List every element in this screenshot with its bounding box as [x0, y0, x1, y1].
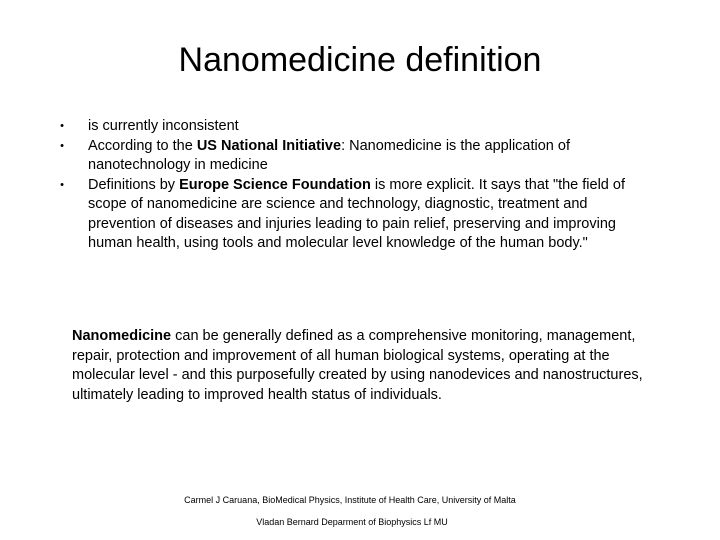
bullet-item-esf	[56, 176, 656, 254]
bullet-icon: •	[60, 120, 64, 132]
bullet-text-emphasis: US National Initiative	[196, 137, 342, 154]
bullet-icon: •	[60, 139, 64, 152]
bullet-text-pre: According to the	[88, 137, 197, 154]
credit-line-department: Vladan Bernard Deparment of Biophysics Lf MU	[256, 517, 448, 527]
bullet-item-inconsistent	[56, 117, 656, 137]
credit-line-author: Carmel J Caruana, BioMedical Physics, Institute of Health Care, University of Malta	[184, 495, 516, 505]
bullet-list	[56, 117, 656, 254]
bullet-icon: •	[60, 178, 64, 191]
definition-paragraph	[72, 327, 662, 405]
bullet-text-emphasis: Europe Science Foundation	[179, 176, 371, 193]
bullet-text: is currently inconsistent	[88, 118, 239, 134]
definition-text: can be generally defined as a comprehensive monitoring, management, repair, protection and improvement of all human biological systems, operating at the molecular level - and this purposefully created by using nanodevices and nanostructures, ultimately leading to improved health status of individuals.	[72, 328, 643, 403]
bullet-text-post: : Nanomedicine is the application of nanotechnology in medicine	[88, 137, 570, 173]
bullet-text-post: is more explicit. It says that "the field of scope of nanomedicine are science and technology, diagnostic, treatment and prevention of diseases and injuries leading to pain relief, preserving and improving human health, using tools and molecular level knowledge of the human body."	[88, 176, 625, 251]
bullet-text-pre: Definitions by	[88, 176, 180, 193]
bullet-item-us-initiative	[56, 137, 656, 176]
definition-term: Nanomedicine	[72, 328, 172, 344]
slide-title: Nanomedicine definition	[178, 41, 542, 79]
